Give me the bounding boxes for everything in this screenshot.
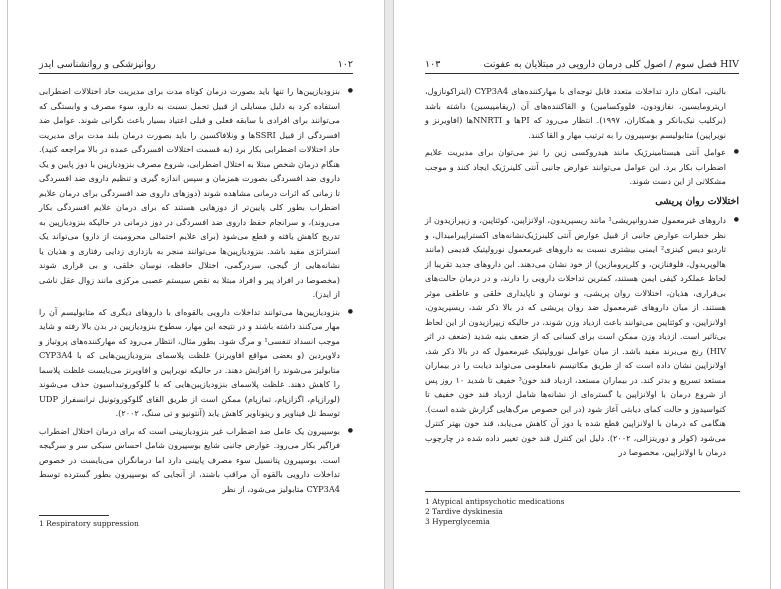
left-paragraph-benzodiazepines: ● بنزودیازپین‌ها را تنها باید بصورت درمان کوتاه مدت برای مدیریت حاد اختلالات اضطرابی استفاده کرد به دلیل مسایلی از قبیل تحمل نسبت به دارو، سوء مصرف و وابستگی که می‌توانند برای افرادی با سابقه فعلی و قبلی اعتیاد بسیار باعث نگرانی شوند. عوامل ضد افسردگی از قبیل SSRIها و ونلافاکسین را باید بصورت درمان بلند مدت برای مدیریت حاد اختلالات اضطرابی بکار برد (به قسمت اختلالات افسردگی عمده در بالا مراجعه کنید). هنگام درمان شخص مبتلا به اختلال اضطرابی، شروع مصرف بنزودیازپین با دوز پایین و یک داروی ضد افسردگی بصورت همزمان و سپس اندازه گیری و تنظیم داروی ضد افسردگی تا زمانی که اثرات درمانی مشاهده شوند (دوزهای داروی ضد افسردگی برای درمان علایم اضطراب بطور کلی پایین‌تر از دوزهایی هستند که برای درمان علایم افسردگی بکار می‌روند)، و سرانجام حفظ داروی ضد افسردگی در دوز درمانی در حالیکه بنزودیازپین به تدریج کاهش یافته و قطع می‌شود (برای علایم احتمالی محرومیت از دارو) می‌تواند یک استراتژی مفید باشد. بنزودیازپین‌ها می‌توانند منجر به بازداری زدایی رفتاری و هذیان یا نشانه‌هایی از گیجی، سردرگمی، اختلال حافظه، نوسان خلقی، و بی قراری شوند (مخصوصا در افراد پیر و افراد مبتلا به نقص سیستم عصبی مرکزی مانند زوال عقل ناشی از ایدز). [39, 84, 353, 302]
right-page-number: ۱۰۳ [425, 59, 441, 70]
right-continuation-paragraph: بالینی، امکان دارد تداخلات متعدد قابل توجه‌ای با مهارکننده‌های CYP3A4 (ایتراکونازول، اریترومایسین، نفازودون، فلووکسامین) و القاکننده‌های آن (ریفامپیسین) داشته باشد (برکلیب نیک‌بانکر و همکاران، ۱۹۹۷). انتظار می‌رود که PIها و NNRTIها (افاویرنز و نویراپین) متابولیسم بوسپیرون را به ترتیب مهار و القا کنند. [425, 86, 727, 140]
right-footnote-rule [425, 491, 740, 492]
section-heading: اختلالات روان پریشی [655, 195, 739, 207]
left-header-title: روانپزشکی و روانشناسی ایدز [39, 59, 156, 70]
right-page [393, 0, 771, 589]
footnote-1: 1 Respiratory suppression [39, 519, 139, 528]
right-paragraph-antihistamine: ● عوامل آنتی هیستامینرژیک مانند هیدروکسی زین را نیز می‌توان برای مدیریت علایم اضطراب بکار برد. این عوامل می‌توانند عوارض جانبی آنتی کلینرژیک ایجاد کنند و موجب مشکلاتی از این دست شوند. [425, 145, 739, 189]
right-paragraph-antipsychotics: ● داروهای غیرمعمول ضدروانپریشی¹ مانند ریسپریدون، اولانزاپین، کوئتاپین، و زیپرازیدون از نظر خطرات عوارض جانبی از قبیل عوارض آنتی کلینرژیک‌نشانه‌های اکستراپیرامیدال، و تاردیو دیس کینزی² ایمنی بیشتری نسبت به داروهای غیرمعمول نورولپتیک قدیمی (مانند هالوپریدول، فلوفنازین، و کلرپرومازین) از خود نشان می‌دهند. این داروهای جدید تقریبا از لحاظ عملکرد کیفی ایمن هستند، کمترین تداخلات دارویی را دارند، و در درمان حالت‌های بی‌قراری، هذیان، اختلالات روان پریشی، و نوسان و ناپایداری خلقی و عاطفی موثر هستند. از میان داروهای غیرمعمول ضد روان پریشی که در بالا ذکر شد، ریسپریدون، اولانزاپین، و کوئتاپین می‌توانند باعث ازدیاد وزن شوند، در حالیکه زیپرازیدون از این لحاظ بی‌تاثیر است. ازدیاد وزن ممکن است برای کسانی که از ضعف بنیه شدید (ضعف در اثر HIV) رنج می‌برند مفید باشد. از میان عوامل نورولپتیک غیرمعمول که در بالا ذکر شد، اولانزاپین نشان داده است که از طریق مکانیسم نامعلومی می‌تواند دیابت را در بیماران مستعد تسریع و بدتر کند. در بیماران مستعد، ازدیاد قند خون³ خفیف تا شدید ۱۰ روز پس از شروع درمان با اولانزاپین یا گستره‌ای از نشانه‌ها شامل ازدیاد قند خون خفیف تا کتواسیدوز و حالت کمای دیابتی آغاز شود (در این خصوص مرگ‌هایی گزارش شده است). هنگامی که درمان با اولانزاپین قطع شده یا دوز آن کاهش می‌یابد، قند خون بهتر کنترل می‌شود (کولر و دوریتزالی، ۲۰۰۲). دلیل این کنترل قند خون تغییر داده شده در چارچوب درمان با اولانزاپین، مخصوصا در [425, 213, 739, 460]
page-gap [385, 0, 393, 589]
left-page-header [39, 58, 353, 74]
right-page-body [425, 84, 739, 463]
left-footnotes [39, 519, 139, 529]
footnote-2: 2 Tardive dyskinesia [425, 507, 503, 516]
right-header-title: فصل سوم / اصول کلی درمان دارویی در مبتلایان به عفونت HIV [483, 59, 739, 70]
right-page-header [425, 58, 739, 74]
left-footnote-rule [39, 515, 109, 516]
left-paragraph-drug-interactions: ● بنزودیازپین‌ها می‌توانند تداخلات دارویی بالقوه‌ای با داروهای دیگری که متابولیسم آن را مهار می‌کنند داشته باشند و در نتیجه این مهار، سطوح بنزودیازپین در بدن بالا رفته و شاید موجب انسداد تنفسی¹ و مرگ شود. بطور مثال، انتظار می‌رود که مهارکننده‌های پروتیاز و دلاویردین (و بعضی مواقع افاویرنز) غلظت پلاسمای بنزودیازپین‌هایی که با CYP3A4 متابولیز می‌شوند را افزایش دهند. در حالیکه نویراپین و افاویرنز می‌بایست غلظت پلاسما را کاهش دهند. غلظت پلاسمای بنزودیازپین‌هایی که با گلوکوروتیداسیون حذف می‌شوند (لورازپام، اگزازپام، تمازپام) ممکن است از طریق القای گلوکوروتونیل ترانسفراز UDP توسط تل فیناویر و ریتوناویر کاهش یابد (آنتونیو و تی سنگ، ۲۰۰۲). [39, 305, 353, 421]
left-page-body [39, 84, 353, 499]
left-page [7, 0, 385, 589]
left-paragraph-buspirone: ● بوسپیرون یک عامل ضد اضطراب غیر بنزودیازپینی است که برای درمان اختلال اضطراب فراگیر بکار می‌رود. عوارض جانبی شایع بوسپیرون شامل احساس سبکی سر و سرگیجه است. بوسپیرون پتانسیل سوء مصرف پایینی دارد اما درمانگران می‌بایست در خصوص تداخلات دارویی بالقوه آن مراقب باشند، از آنجایی که بوسپیرون بطور گسترده توسط CYP3A4 متابولیز می‌شود، از نظر [39, 424, 353, 497]
footnote-1: 1 Atypical antipsychotic medications [425, 497, 565, 506]
left-page-number: ۱۰۲ [337, 59, 353, 70]
right-footnotes [425, 497, 565, 527]
footnote-3: 3 Hyperglycemia [425, 517, 490, 526]
